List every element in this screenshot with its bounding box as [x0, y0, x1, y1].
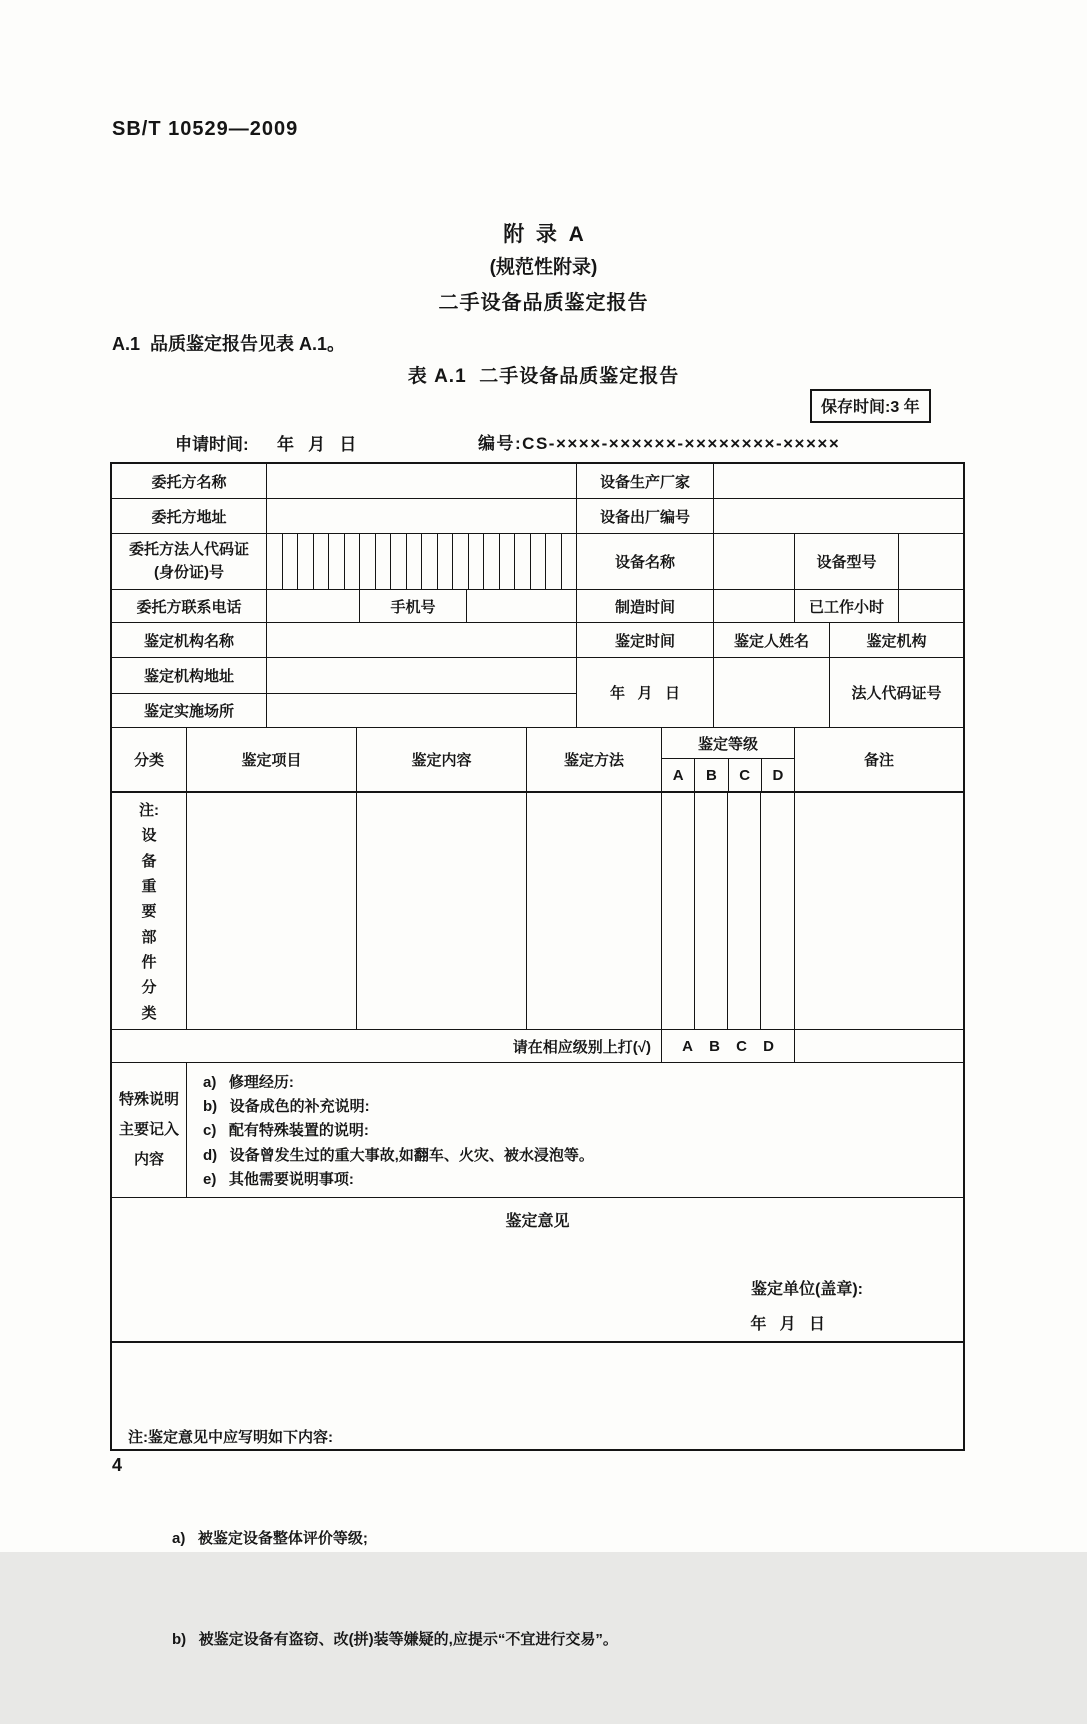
grid-body-row	[112, 793, 963, 1030]
work-hours-field	[899, 590, 963, 623]
client-address-label: 委托方地址	[112, 499, 267, 534]
rows-agency-addr-site	[112, 658, 963, 728]
mfg-time-field	[714, 590, 795, 623]
special-item-d: d) 设备曾发生过的重大事故,如翻车、火灾、被水浸泡等。	[203, 1146, 594, 1164]
mobile-field	[467, 590, 577, 623]
content-body-cell	[357, 793, 527, 1030]
device-model-label: 设备型号	[795, 534, 899, 590]
opinion-title: 鉴定意见	[505, 1213, 570, 1230]
tick-grade-cell	[662, 1030, 795, 1063]
item-header: 鉴定项目	[187, 728, 357, 793]
method-body-cell	[527, 793, 662, 1030]
appraisal-time-label: 鉴定时间	[577, 623, 714, 658]
tick-grade-c: C	[736, 1037, 747, 1055]
special-notes-row	[112, 1063, 963, 1198]
grade-c-body-cell	[728, 793, 761, 1030]
serial-number-label: 编号:CS-××××-××××××-××××××××-×××××	[478, 434, 841, 453]
grade-c-header: C	[729, 759, 762, 791]
clause-a1-text: A.1 品质鉴定报告见表 A.1。	[112, 334, 346, 354]
footnote-row	[112, 1343, 963, 1648]
device-model-field	[899, 534, 963, 590]
important-parts-note: 注: 设 备 重 要 部 件 分 类	[112, 793, 187, 1030]
tick-remark-cell	[795, 1030, 963, 1063]
factory-no-field	[714, 499, 963, 534]
method-header: 鉴定方法	[527, 728, 662, 793]
device-name-field	[714, 534, 795, 590]
legal-code-label-line1: 委托方法人代码证	[128, 541, 249, 558]
mobile-label: 手机号	[360, 590, 467, 623]
phone-label: 委托方联系电话	[112, 590, 267, 623]
tick-grade-a: A	[682, 1037, 693, 1055]
client-address-field	[267, 499, 577, 534]
special-item-b: b) 设备成色的补充说明:	[203, 1098, 370, 1116]
grade-a-body-cell	[662, 793, 695, 1030]
row-contact-phone	[112, 590, 963, 623]
content-header: 鉴定内容	[357, 728, 527, 793]
special-item-e: e) 其他需要说明事项:	[203, 1171, 354, 1189]
special-item-c: c) 配有特殊装置的说明:	[203, 1122, 369, 1140]
grade-d-body-cell	[761, 793, 795, 1030]
row-client-address	[112, 499, 963, 534]
agency-label: 鉴定机构	[830, 623, 963, 658]
footnote-line1: 注:鉴定意见中应写明如下内容:	[128, 1428, 333, 1446]
appraiser-label: 鉴定人姓名	[714, 623, 830, 658]
remark-header: 备注	[795, 728, 963, 793]
grade-d-header: D	[772, 766, 784, 784]
legal-code-boxes	[267, 534, 577, 590]
work-hours-label: 已工作小时	[795, 590, 899, 623]
site-field	[267, 694, 577, 729]
category-header: 分类	[112, 728, 187, 793]
appraisal-form-table	[110, 462, 965, 1648]
special-notes-label: 特殊说明 主要记入 内容	[112, 1063, 187, 1198]
site-label: 鉴定实施场所	[112, 694, 267, 729]
opinion-row	[112, 1198, 963, 1343]
row-agency-name	[112, 623, 963, 658]
legal-code-no-label: 法人代码证号	[830, 658, 963, 728]
special-item-a: a) 修理经历:	[203, 1073, 294, 1091]
device-name-label: 设备名称	[577, 534, 714, 590]
remark-body-cell	[795, 793, 963, 1030]
opinion-cell	[112, 1198, 963, 1343]
retention-period-box: 保存时间:3 年	[810, 389, 931, 423]
maker-field	[714, 464, 963, 499]
appendix-kind: (规范性附录)	[489, 257, 598, 278]
application-time-label: 申请时间: 年 月 日	[175, 435, 357, 454]
grade-title-header: 鉴定等级	[662, 728, 794, 759]
factory-no-label: 设备出厂编号	[577, 499, 714, 534]
opinion-seal-label: 鉴定单位(盖章):	[751, 1281, 863, 1298]
tick-row	[112, 1030, 963, 1063]
appendix-title: 二手设备品质鉴定报告	[438, 292, 649, 314]
opinion-date-label: 年 月 日	[750, 1316, 825, 1333]
tick-instruction: 请在相应级别上打(√)	[112, 1030, 662, 1063]
mfg-time-label: 制造时间	[577, 590, 714, 623]
agency-name-label: 鉴定机构名称	[112, 623, 267, 658]
appendix-heading: 附 录 A	[503, 223, 584, 246]
grade-b-body-cell	[695, 793, 728, 1030]
maker-label: 设备生产厂家	[577, 464, 714, 499]
footnote-item-b: b) 被鉴定设备有盗窃、改(拼)装等嫌疑的,应提示“不宜进行交易”。	[172, 1631, 618, 1648]
tick-grade-d: D	[763, 1037, 774, 1055]
row-legal-code	[112, 534, 963, 590]
row-client-name	[112, 464, 963, 499]
agency-name-field	[267, 623, 577, 658]
footnote-cell	[112, 1343, 963, 1648]
phone-field	[267, 590, 360, 623]
grade-a-header: A	[662, 759, 695, 791]
standard-number: SB/T 10529—2009	[112, 118, 299, 140]
footnote-item-a: a) 被鉴定设备整体评价等级;	[172, 1529, 368, 1547]
table-caption: 表 A.1 二手设备品质鉴定报告	[407, 366, 680, 387]
appraisal-date-cell: 年 月 日	[577, 658, 714, 728]
item-body-cell	[187, 793, 357, 1030]
tick-grade-b: B	[709, 1037, 720, 1055]
agency-addr-field	[267, 658, 577, 693]
legal-code-label-line2: (身份证)号	[154, 563, 224, 581]
appraiser-field	[714, 658, 830, 728]
page-number: 4	[112, 1455, 123, 1475]
legal-code-label	[112, 534, 267, 590]
special-notes-items	[187, 1063, 963, 1198]
grade-b-header: B	[695, 759, 728, 791]
grid-header-row	[112, 728, 963, 793]
client-name-field	[267, 464, 577, 499]
client-name-label: 委托方名称	[112, 464, 267, 499]
agency-addr-label: 鉴定机构地址	[112, 658, 267, 693]
